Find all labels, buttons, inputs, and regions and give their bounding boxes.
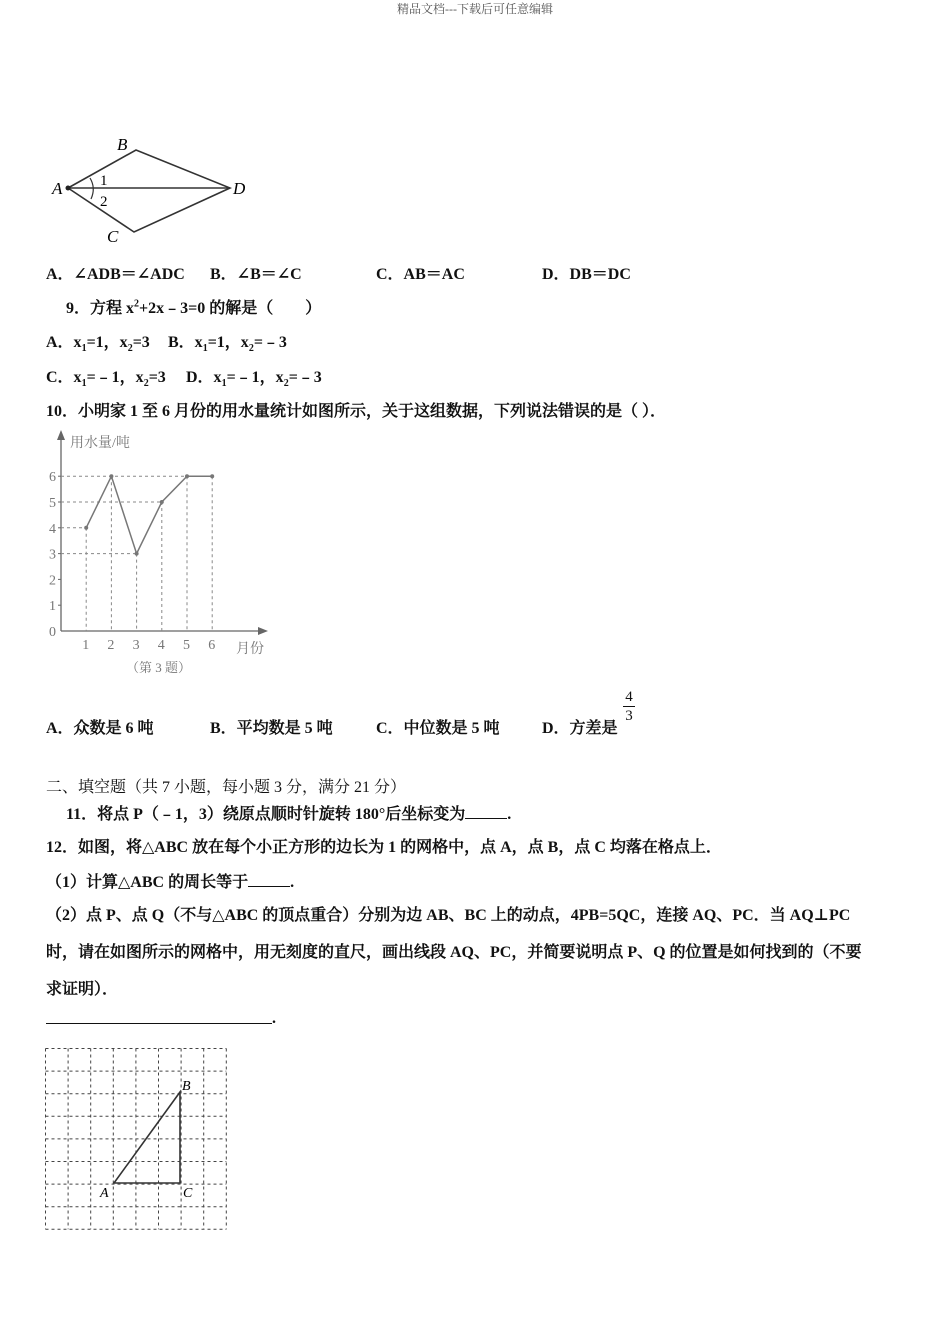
y-tick-label-6: 6 <box>49 470 56 486</box>
vertex-label-A: A <box>52 179 63 198</box>
x-tick-label-3: 3 <box>132 638 140 653</box>
y-tick-label-2: 2 <box>49 573 56 589</box>
grid-label-C: C <box>183 1186 193 1201</box>
vertex-label-C: C <box>107 227 119 246</box>
x-axis-arrow <box>258 627 268 635</box>
page-header: 精品文档---下载后可任意编辑 <box>397 2 553 16</box>
q9-option-c: C．$x_1=﹣1$，$x_2=3$ <box>46 369 166 390</box>
q9-option-d: D．$x_1=﹣1$，$x_2=﹣3$ <box>186 369 322 390</box>
data-point-3 <box>135 552 139 556</box>
q9-stem: 9．方程 $x^2+2x﹣3=0$ 的解是（ ） <box>66 298 322 317</box>
x-axis-label: 月份 <box>236 642 264 657</box>
y-tick-label-4: 4 <box>49 521 56 537</box>
x-tick-label-5: 5 <box>183 638 190 653</box>
q10-option-d: D．方差是 <box>542 720 618 737</box>
triangle-abc <box>114 1092 180 1183</box>
data-point-4 <box>160 500 164 504</box>
q8-option-d: D．DB＝DC <box>542 266 631 283</box>
q12-answer-blank[interactable] <box>46 1023 272 1024</box>
y-tick-label-1: 1 <box>49 599 56 615</box>
x-tick-label-2: 2 <box>107 638 115 653</box>
fraction-denominator: 3 <box>625 708 633 724</box>
data-point-2 <box>109 474 113 478</box>
q9-option-b: B．$x_1=1$，$x_2=﹣3$ <box>168 334 287 355</box>
vertex-label-B: B <box>117 135 128 154</box>
triangle-grid-figure <box>44 1047 228 1231</box>
grid-label-A: A <box>100 1186 109 1201</box>
q10-stem: 10．小明家 1 至 6 月份的用水量统计如图所示，关于这组数据，下列说法错误的是（ ）． <box>46 403 667 420</box>
q12-part1-blank[interactable] <box>248 872 290 887</box>
q8-option-b: B．∠B＝∠C <box>210 266 302 283</box>
series-line <box>86 476 212 553</box>
q11-stem: 11．将点 P（﹣1，3）绕原点顺时针旋转 180°后坐标变为 . <box>66 806 512 823</box>
y-axis-arrow <box>57 430 65 440</box>
q8-option-c: C．AB＝AC <box>376 266 465 283</box>
q10-option-a: A．众数是 6 吨 <box>46 720 154 737</box>
y-tick-label-0: 0 <box>49 625 56 640</box>
q12-part2-line3: 求证明）． <box>46 981 119 998</box>
y-tick-label-3: 3 <box>49 547 56 563</box>
x-tick-label-1: 1 <box>82 638 90 653</box>
data-point-1 <box>84 526 88 530</box>
x-tick-label-6: 6 <box>208 638 216 653</box>
variance-fraction <box>622 688 636 725</box>
q10-option-c: C．中位数是 5 吨 <box>376 720 500 737</box>
q9-option-a: A．$x_1=1$，$x_2=3$ <box>46 334 150 355</box>
q12-part2-line2: 时，请在如图所示的网格中，用无刻度的直尺，画出线段 AQ、PC，并简要说明点 P、Q 的位置是如何找到的（不要 <box>46 944 862 961</box>
q12-part1: （1）计算△ABC 的周长等于 . <box>46 874 295 891</box>
x-tick-label-4: 4 <box>157 638 165 653</box>
q8-option-a: A．∠ADB＝∠ADC <box>46 266 185 283</box>
y-tick-label-5: 5 <box>49 496 56 511</box>
water-usage-chart <box>40 428 280 678</box>
y-axis-label: 用水量/吨 <box>70 436 130 451</box>
section-2-title: 二、填空题（共 7 小题，每小题 3 分，满分 21 分） <box>46 779 407 796</box>
q12-part2-line1: （2）点 P、点 Q（不与△ABC 的顶点重合）分别为边 AB、BC 上的动点，4PB=5QC，连接 AQ、PC．当 AQ⊥PC <box>46 907 851 924</box>
angle-label-1: 1 <box>100 173 108 189</box>
angle-label-2: 2 <box>100 194 108 210</box>
data-point-6 <box>210 474 214 478</box>
fraction-numerator: 4 <box>625 689 633 705</box>
grid-label-B: B <box>182 1079 191 1094</box>
q10-option-b: B．平均数是 5 吨 <box>210 720 333 737</box>
vertex-label-D: D <box>233 179 246 198</box>
q12-answer-end: . <box>272 1010 276 1027</box>
data-point-5 <box>185 474 189 478</box>
kite-figure <box>40 128 270 248</box>
q12-stem: 12．如图，将△ABC 放在每个小正方形的边长为 1 的网格中，点 A，点 B，点 C 均落在格点上． <box>46 839 722 856</box>
chart-caption: （第 3 题） <box>126 660 192 675</box>
q11-blank[interactable] <box>465 804 507 819</box>
